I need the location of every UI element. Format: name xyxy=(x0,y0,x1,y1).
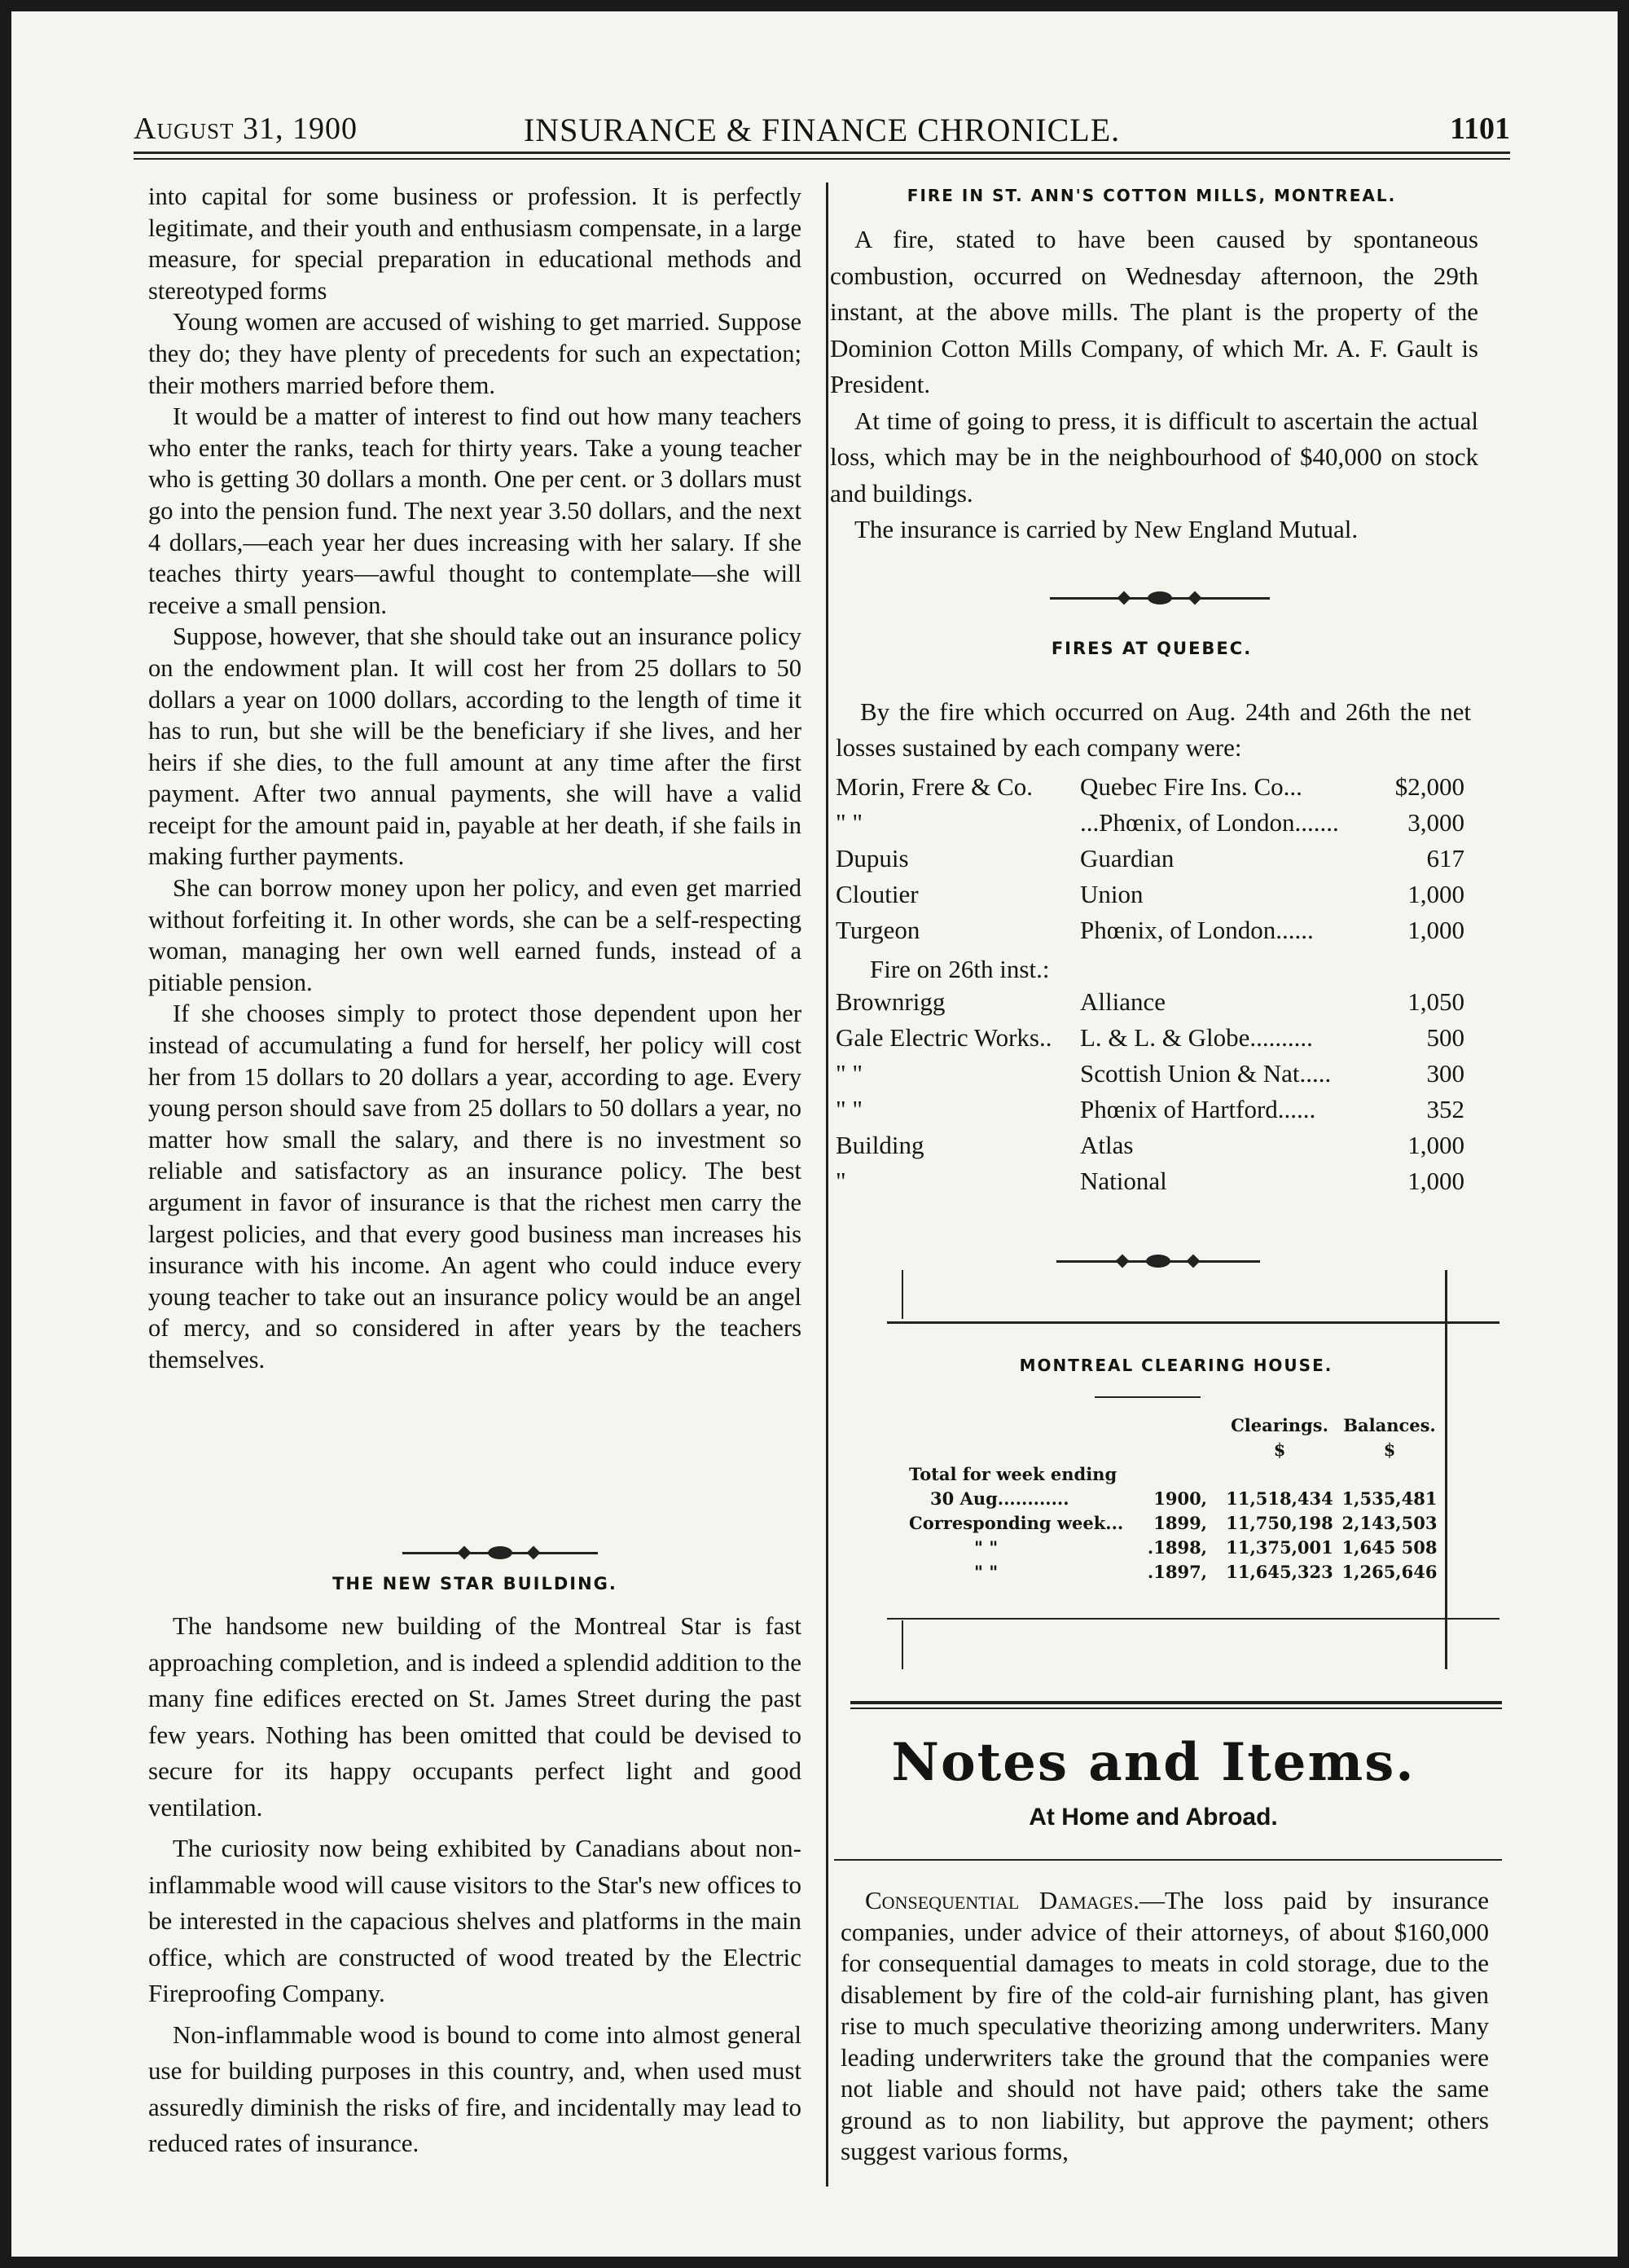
publication-title: INSURANCE & FINANCE CHRONICLE. xyxy=(523,112,1121,148)
st-ann-fire-heading: FIRE IN ST. ANN'S COTTON MILLS, MONTREAL. xyxy=(907,186,1397,205)
clearings-value: 11,645,323 xyxy=(1226,1561,1333,1582)
loss-row xyxy=(836,987,1464,1023)
ornamental-divider xyxy=(1056,1255,1260,1267)
loss-company: Quebec Fire Ins. Co... xyxy=(1080,772,1302,801)
loss-row xyxy=(836,844,1464,880)
article-paragraph: By the fire which occurred on Aug. 24th and 26th the net losses sustained by each company were: xyxy=(836,697,1471,762)
clearing-box-top-rule xyxy=(887,1321,1499,1324)
article-paragraph: Non-inflammable wood is bound to come into almost general use for building purposes in this country, and, when used must assuredly diminish the risks of fire, and incidentally may lead to reduced rates of insurance. xyxy=(148,2020,801,2157)
article-paragraph: —The loss paid by insurance companies, under advice of their attorneys, of about $160,000 for consequential damages to meats in cold storage, due to the disablement by fire of the cold-air furnishing plant, has given rise to much speculative theorizing among underwriters. Many leading underwriters take the ground that the companies were not liable and should not have paid; others take the same ground as to non liability, but approve the payment; others suggest various forms, xyxy=(841,1886,1489,2165)
loss-company: Atlas xyxy=(1080,1131,1134,1159)
loss-amount: 1,000 xyxy=(1407,880,1464,908)
row-label: 30 Aug............ xyxy=(930,1488,1069,1509)
loss-company: Guardian xyxy=(1080,844,1175,872)
loss-amount: 352 xyxy=(1426,1095,1464,1123)
loss-owner: Turgeon xyxy=(836,916,920,944)
balances-value: 1,265,646 xyxy=(1341,1561,1438,1582)
ornamental-divider xyxy=(402,1547,598,1558)
loss-row xyxy=(836,772,1464,808)
article-paragraph: It would be a matter of interest to find out how many teachers who enter the ranks, teach for thirty years. Take a young teacher who is getting 30 dollars a month. One per cent. or 3 dollars must go into the pension fund. The next year 3.50 dollars, and the next 4 dollars,—each year her dues increasing with her salary. If she teaches thirty years—awful thought to contemplate—she will receive a small pension. xyxy=(148,402,801,619)
loss-amount: 1,000 xyxy=(1407,1167,1464,1195)
loss-company: ...Phœnix, of London....... xyxy=(1080,808,1339,837)
clearing-box-left-rule xyxy=(902,1620,903,1669)
row-label: Total for week ending xyxy=(909,1463,1117,1484)
loss-company: Phœnix, of London...... xyxy=(1080,916,1314,944)
paragraph-lead: Consequential Damages. xyxy=(865,1886,1139,1914)
clearing-row-label xyxy=(909,1461,1218,1486)
loss-row xyxy=(836,1131,1464,1167)
star-building-heading: THE NEW STAR BUILDING. xyxy=(332,1574,617,1593)
article-paragraph: Young women are accused of wishing to get married. Suppose they do; they have plenty of precedents for such an expectation; their mothers married before them. xyxy=(148,308,801,399)
consequential-damages-text xyxy=(841,1885,1489,2168)
loss-amount: 1,000 xyxy=(1407,916,1464,944)
balances-value: 1,645 508 xyxy=(1341,1536,1438,1558)
clearing-row-label xyxy=(909,1535,1218,1559)
loss-amount: 300 xyxy=(1426,1059,1464,1088)
row-label: " " xyxy=(974,1536,999,1558)
clearings-value: 11,750,198 xyxy=(1226,1512,1333,1533)
loss-owner: Building xyxy=(836,1131,924,1159)
header-rule xyxy=(134,152,1510,154)
clearing-row-label xyxy=(909,1486,1218,1510)
notes-subtitle: At Home and Abroad. xyxy=(1029,1804,1278,1831)
clearing-house-table xyxy=(909,1413,1438,1584)
loss-company: Phœnix of Hartford...... xyxy=(1080,1095,1316,1123)
clearings-value xyxy=(1218,1461,1341,1486)
balances-value xyxy=(1341,1461,1438,1486)
loss-row xyxy=(836,808,1464,844)
article-paragraph: If she chooses simply to protect those dependent upon her instead of accumulating a fund for herself, her policy will cost her from 15 dollars to 20 dollars a year, according to age. Every young person should save from 25 dollars to 50 dollars a year, no matter how small the salary, and there is no investment so reliable and satisfactory as an insurance policy. The best argument in favor of insurance is that the richest men carry the largest policies, and that every good business man increases his insurance with his income. An agent who could induce every young teacher to take out an insurance policy would be an angel of mercy, and so considered in after years by the teachers themselves. xyxy=(148,1000,801,1374)
row-year: .1898, xyxy=(1147,1536,1207,1558)
loss-owner: Gale Electric Works.. xyxy=(836,1023,1052,1052)
loss-row xyxy=(836,1059,1464,1095)
balances-value: 2,143,503 xyxy=(1341,1512,1438,1533)
row-label: " " xyxy=(974,1561,999,1582)
loss-owner: " " xyxy=(836,808,863,837)
loss-company: National xyxy=(1080,1167,1167,1195)
currency-symbol: $ xyxy=(1383,1439,1396,1460)
loss-owner: Dupuis xyxy=(836,844,909,872)
balances-value: 1,535,481 xyxy=(1341,1488,1438,1509)
heading-underline xyxy=(1095,1396,1201,1398)
page-number: 1101 xyxy=(1450,112,1510,146)
row-label: Corresponding week... xyxy=(909,1512,1124,1533)
section-rule xyxy=(850,1701,1502,1704)
article-paragraph: into capital for some business or profession. It is perfectly legitimate, and their youth and enthusiasm compensate, in a large measure, for special preparation in educational methods and stereotyped forms xyxy=(148,182,801,305)
article-paragraph: At time of going to press, it is difficult to ascertain the actual loss, which may be in the neighbourhood of $40,000 on stock and buildings. xyxy=(830,406,1478,508)
issue-date: August 31, 1900 xyxy=(134,112,358,146)
section-rule-thin xyxy=(850,1708,1502,1709)
clearings-value: 11,375,001 xyxy=(1226,1536,1333,1558)
clearing-row-label xyxy=(909,1559,1218,1584)
loss-owner: " xyxy=(836,1167,846,1195)
clearing-row xyxy=(909,1461,1438,1486)
fire-subheading: Fire on 26th inst.: xyxy=(870,955,1050,983)
clearings-value: 11,518,434 xyxy=(1226,1488,1333,1509)
section-rule xyxy=(834,1859,1502,1861)
left-column-text xyxy=(148,181,801,1376)
star-building-text xyxy=(148,1608,801,2162)
clearing-box-right-rule xyxy=(1445,1270,1447,1669)
loss-amount: 3,000 xyxy=(1407,808,1464,837)
loss-row xyxy=(836,916,1464,952)
loss-row xyxy=(836,1095,1464,1131)
loss-amount: 500 xyxy=(1426,1023,1464,1052)
header-rule-thin xyxy=(134,158,1510,160)
currency-symbol: $ xyxy=(1273,1439,1286,1460)
article-paragraph: Suppose, however, that she should take out an insurance policy on the endowment plan. It will cost her from 25 dollars to 50 dollars a year on 1000 dollars, according to the length of time it has to run, but she will be the beneficiary if she lives, and her heirs if she dies, to the full amount at any time after the first payment. After two annual payments, she will have a valid receipt for the amount paid in, payable at her death, if she fails in making further payments. xyxy=(148,622,801,871)
clearing-box-bottom-rule xyxy=(887,1618,1499,1620)
loss-owner: Morin, Frere & Co. xyxy=(836,772,1033,801)
clearing-row xyxy=(909,1510,1438,1535)
article-paragraph: A fire, stated to have been caused by spontaneous combustion, occurred on Wednesday afternoon, the 29th instant, at the above mills. The plant is the property of the Dominion Cotton Mills Company, of which Mr. A. F. Gault is President. xyxy=(830,225,1478,398)
row-year: .1897, xyxy=(1147,1561,1207,1582)
loss-owner: " " xyxy=(836,1059,863,1088)
loss-company: Scottish Union & Nat..... xyxy=(1080,1059,1332,1088)
loss-row xyxy=(836,1167,1464,1202)
loss-amount: 1,000 xyxy=(1407,1131,1464,1159)
clearing-row-label xyxy=(909,1510,1218,1535)
loss-company: L. & L. & Globe.......... xyxy=(1080,1023,1313,1052)
loss-amount: 1,050 xyxy=(1407,987,1464,1016)
clearing-row xyxy=(909,1535,1438,1559)
article-paragraph: The curiosity now being exhibited by Canadians about non-inflammable wood will cause visitors to the Star's new offices to be interested in the capacious shelves and platforms in the main office, which are constructed of wood treated by the Electric Fireproofing Company. xyxy=(148,1834,801,2007)
row-year: 1899, xyxy=(1153,1512,1207,1533)
article-paragraph: The handsome new building of the Montreal Star is fast approaching completion, and is indeed a splendid addition to the many fine edifices erected on St. James Street during the past few years. Nothing has been omitted that could be devised to secure for its happy occupants perfect light and good ventilation. xyxy=(148,1611,801,1822)
clearing-row xyxy=(909,1486,1438,1510)
loss-owner: Cloutier xyxy=(836,880,919,908)
row-year: 1900, xyxy=(1153,1488,1207,1509)
quebec-fires-heading: FIRES AT QUEBEC. xyxy=(1051,639,1253,658)
column-divider xyxy=(826,182,828,2187)
loss-row xyxy=(836,880,1464,916)
newspaper-page xyxy=(11,11,1618,2257)
loss-owner: Brownrigg xyxy=(836,987,946,1016)
clearings-column-header: Clearings. xyxy=(1231,1414,1328,1435)
clearing-row xyxy=(909,1559,1438,1584)
loss-amount: $2,000 xyxy=(1394,772,1464,801)
loss-row xyxy=(836,1023,1464,1059)
loss-company: Union xyxy=(1080,880,1144,908)
quebec-loss-table xyxy=(836,772,1464,1202)
article-paragraph: She can borrow money upon her policy, and even get married without forfeiting it. In other words, she can be a self-respecting woman, managing her own well earned funds, instead of a pitiable pension. xyxy=(148,874,801,996)
loss-owner: " " xyxy=(836,1095,863,1123)
loss-amount: 617 xyxy=(1426,844,1464,872)
balances-column-header: Balances. xyxy=(1343,1414,1436,1435)
loss-company: Alliance xyxy=(1080,987,1166,1016)
article-paragraph: The insurance is carried by New England Mutual. xyxy=(854,515,1359,543)
clearing-house-heading: MONTREAL CLEARING HOUSE. xyxy=(1019,1356,1333,1375)
clearing-box-left-rule xyxy=(902,1270,903,1319)
st-ann-fire-text xyxy=(830,222,1478,548)
quebec-intro xyxy=(836,694,1471,766)
notes-and-items-title: Notes and Items. xyxy=(891,1732,1416,1793)
ornamental-divider xyxy=(1050,592,1270,604)
